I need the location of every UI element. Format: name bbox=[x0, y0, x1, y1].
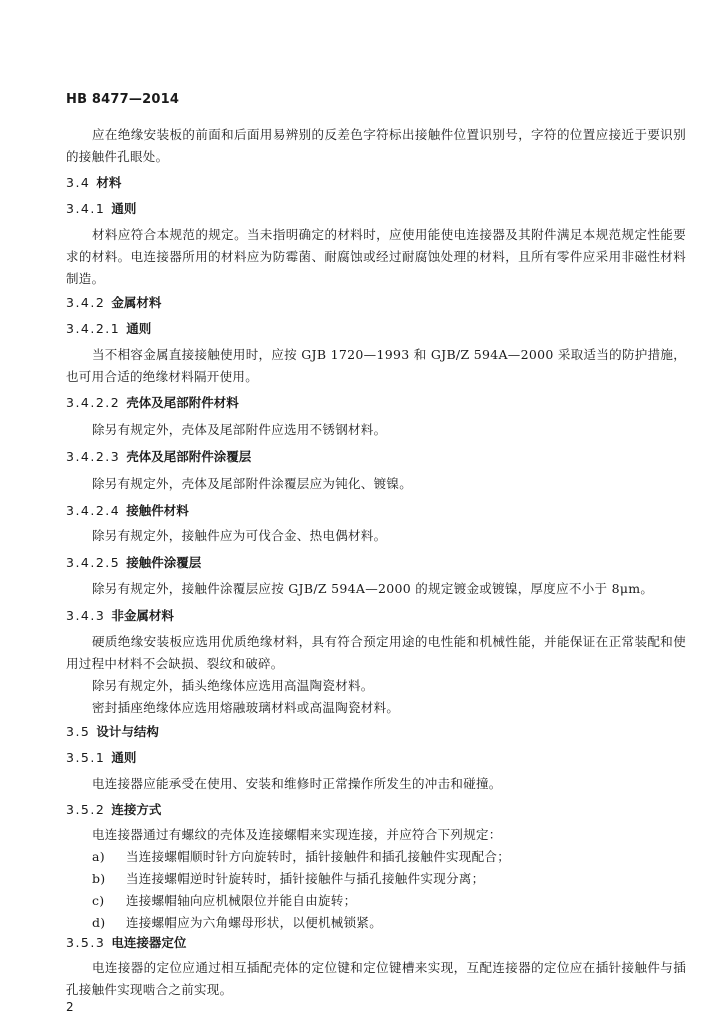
paragraph-text: 密封插座绝缘体应选用熔融玻璃材料或高温陶瓷材料。 bbox=[92, 700, 400, 715]
list-marker: c) bbox=[92, 893, 105, 908]
section-title: 金属材料 bbox=[111, 295, 162, 310]
paragraph-text: 除另有规定外，插头绝缘体应选用高温陶瓷材料。 bbox=[92, 678, 374, 693]
section-3-4-3-body bbox=[66, 631, 686, 719]
section-3-4-2-3-body bbox=[66, 473, 686, 495]
list-item-text: 当连接螺帽顺时针方向旋转时，插针接触件和插孔接触件实现配合； bbox=[126, 849, 511, 864]
section-title: 设计与结构 bbox=[96, 724, 159, 739]
paragraph-text: 电连接器的定位应通过相互插配壳体的定位键和定位键槽来实现，互配连接器的定位应在插针接触件与插孔接触件实现啮合之前实现。 bbox=[66, 960, 686, 997]
section-heading-3-4 bbox=[66, 174, 686, 192]
section-heading-3-4-2-5 bbox=[66, 554, 686, 572]
section-title: 壳体及尾部附件涂覆层 bbox=[126, 449, 252, 464]
paragraph-text: 材料应符合本规范的规定。当未指明确定的材料时，应使用能使电连接器及其附件满足本规范规定性能要求的材料。电连接器所用的材料应为防霉菌、耐腐蚀或经过耐腐蚀处理的材料，且所有零件应采用非磁性材料制造。 bbox=[66, 227, 686, 286]
paragraph-text: 电连接器通过有螺纹的壳体及连接螺帽来实现连接，并应符合下列规定： bbox=[92, 827, 502, 842]
paragraph-text: 除另有规定外，壳体及尾部附件应选用不锈钢材料。 bbox=[92, 422, 387, 437]
section-title: 非金属材料 bbox=[111, 608, 174, 623]
section-heading-3-4-1 bbox=[66, 200, 686, 218]
section-number: 3.4.2.3 bbox=[66, 449, 121, 464]
section-number: 3.4.3 bbox=[66, 608, 106, 623]
paragraph-text: 硬质绝缘安装板应选用优质绝缘材料，具有符合预定用途的电性能和机械性能，并能保证在正常装配和使用过程中材料不会缺损、裂纹和破碎。 bbox=[66, 634, 686, 671]
paragraph-text: 电连接器应能承受在使用、安装和维修时正常操作所发生的冲击和碰撞。 bbox=[92, 776, 502, 791]
section-heading-3-4-2-2 bbox=[66, 394, 686, 412]
paragraph-text: 除另有规定外，壳体及尾部附件涂覆层应为钝化、镀镍。 bbox=[92, 476, 413, 491]
section-title: 接触件材料 bbox=[126, 503, 189, 518]
section-3-5-1-body bbox=[66, 773, 686, 795]
list-item bbox=[66, 912, 686, 934]
section-title: 壳体及尾部附件材料 bbox=[126, 395, 239, 410]
section-heading-3-4-2 bbox=[66, 294, 686, 312]
paragraph-text: 除另有规定外，接触件涂覆层应按 GJB/Z 594A—2000 的规定镀金或镀镍，厚度应不小于 8μm。 bbox=[92, 581, 654, 596]
section-number: 3.4.2.5 bbox=[66, 555, 121, 570]
section-title: 通则 bbox=[126, 321, 152, 336]
list-item-text: 当连接螺帽逆时针旋转时，插针接触件与插孔接触件实现分离； bbox=[126, 871, 485, 886]
section-3-4-2-5-body bbox=[66, 578, 686, 600]
section-title: 材料 bbox=[96, 175, 122, 190]
list-marker: b) bbox=[92, 871, 106, 886]
intro-paragraph bbox=[66, 124, 686, 168]
section-title: 通则 bbox=[111, 750, 137, 765]
section-number: 3.5 bbox=[66, 724, 91, 739]
section-3-4-2-4-body bbox=[66, 525, 686, 547]
section-heading-3-4-2-1 bbox=[66, 320, 686, 338]
section-heading-3-4-2-4 bbox=[66, 502, 686, 520]
section-number: 3.4.1 bbox=[66, 201, 106, 216]
section-number: 3.4.2 bbox=[66, 295, 106, 310]
section-number: 3.4.2.1 bbox=[66, 321, 121, 336]
section-title: 连接方式 bbox=[111, 802, 162, 817]
section-heading-3-4-3 bbox=[66, 607, 686, 625]
page-number: 2 bbox=[66, 1000, 74, 1014]
paragraph-text: 当不相容金属直接接触使用时，应按 GJB 1720—1993 和 GJB/Z 594A—2000 采取适当的防护措施，也可用合适的绝缘材料隔开使用。 bbox=[66, 347, 686, 384]
section-title: 通则 bbox=[111, 201, 137, 216]
section-number: 3.4.2.2 bbox=[66, 395, 121, 410]
section-number: 3.5.2 bbox=[66, 802, 106, 817]
section-3-4-2-2-body bbox=[66, 419, 686, 441]
section-title: 电连接器定位 bbox=[111, 935, 187, 950]
section-heading-3-4-2-3 bbox=[66, 448, 686, 466]
section-3-4-2-1-body bbox=[66, 344, 686, 388]
list-item-text: 连接螺帽轴向应机械限位并能自由旋转； bbox=[126, 893, 357, 908]
list-item-text: 连接螺帽应为六角螺母形状，以便机械锁紧。 bbox=[126, 915, 383, 930]
paragraph-text: 除另有规定外，接触件应为可伐合金、热电偶材料。 bbox=[92, 528, 387, 543]
section-number: 3.4.2.4 bbox=[66, 503, 121, 518]
section-heading-3-5-2 bbox=[66, 801, 686, 819]
section-title: 接触件涂覆层 bbox=[126, 555, 202, 570]
section-heading-3-5 bbox=[66, 723, 686, 741]
section-3-4-1-body bbox=[66, 224, 686, 290]
section-3-5-2-body bbox=[66, 824, 686, 934]
list-item bbox=[66, 846, 686, 868]
section-3-5-3-body bbox=[66, 957, 686, 1001]
section-heading-3-5-1 bbox=[66, 749, 686, 767]
paragraph-text: 应在绝缘安装板的前面和后面用易辨别的反差色字符标出接触件位置识别号，字符的位置应接近于要识别的接触件孔眼处。 bbox=[66, 127, 686, 164]
section-number: 3.5.3 bbox=[66, 935, 106, 950]
section-number: 3.5.1 bbox=[66, 750, 106, 765]
list-marker: d) bbox=[92, 915, 106, 930]
section-number: 3.4 bbox=[66, 175, 91, 190]
section-heading-3-5-3 bbox=[66, 934, 686, 952]
standard-code-header: HB 8477—2014 bbox=[66, 92, 180, 107]
list-item bbox=[66, 890, 686, 912]
list-item bbox=[66, 868, 686, 890]
list-marker: a) bbox=[92, 849, 105, 864]
